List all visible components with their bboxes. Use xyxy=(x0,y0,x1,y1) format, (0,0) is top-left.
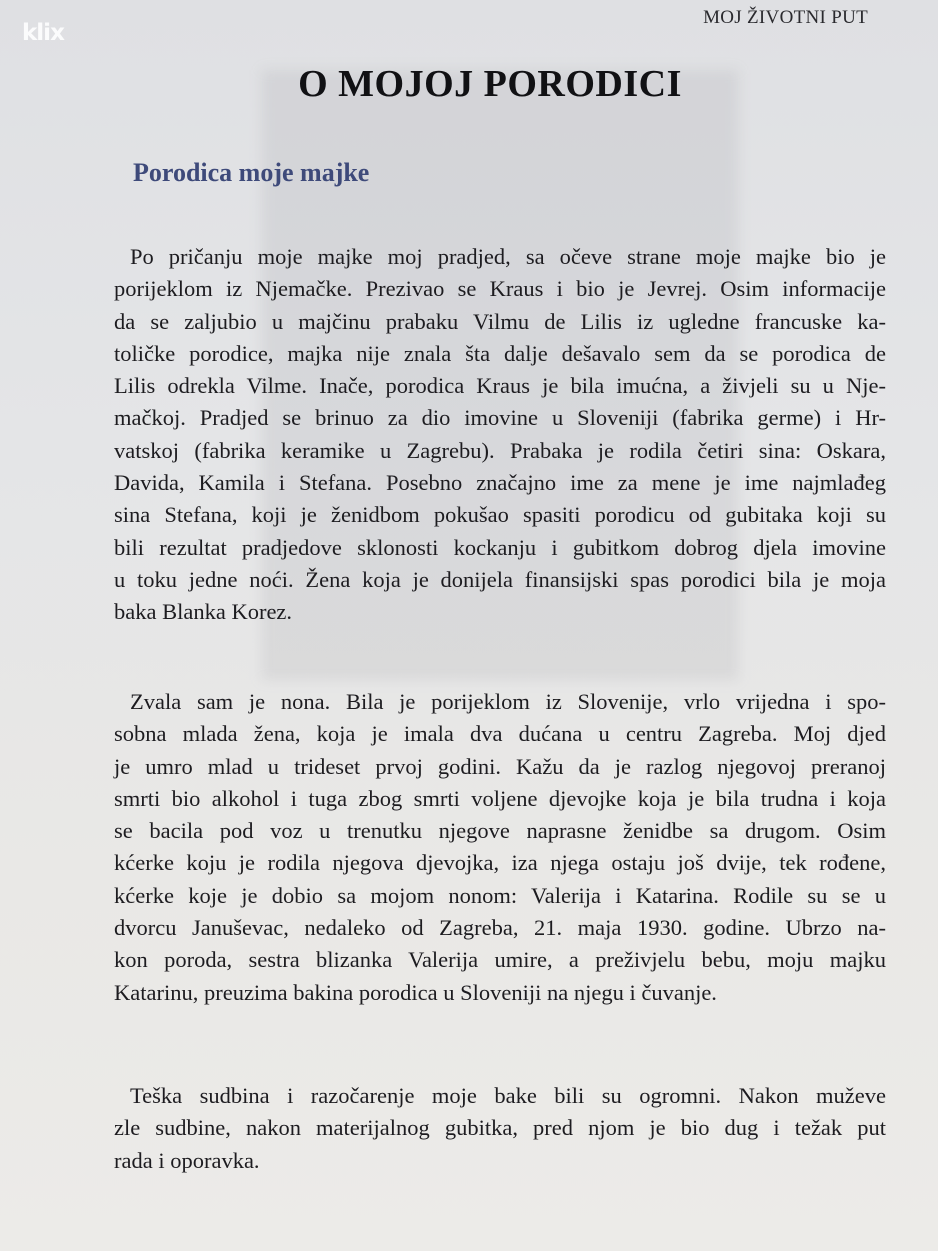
paragraph-3 xyxy=(114,1080,886,1177)
paragraph-2 xyxy=(114,686,886,1009)
text-line: smrti bio alkohol i tuga zbog smrti voljene djevojke koja je bila trudna i koja xyxy=(114,785,886,811)
text-line: sobna mlada žena, koja je imala dva dućana u centru Zagreba. Moj djed xyxy=(114,721,886,747)
chapter-title: O MOJOJ PORODICI xyxy=(298,63,682,105)
text-line: mačkoj. Pradjed se brinuo za dio imovine u Sloveniji (fabrika germe) i Hr- xyxy=(114,405,886,431)
text-line: Teška sudbina i razočarenje moje bake bili su ogromni. Nakon muževe xyxy=(130,1083,886,1108)
text-line: Lilis odrekla Vilme. Inače, porodica Kraus je bila imućna, a živjeli su u Nje- xyxy=(114,373,886,399)
paragraph-1 xyxy=(114,241,886,629)
text-line: toličke porodice, majka nije znala šta dalje dešavalo sem da se porodica de xyxy=(114,340,886,366)
text-line: Katarinu, preuzima bakina porodica u Sloveniji na njegu i čuvanje. xyxy=(114,979,717,1005)
running-head: MOJ ŽIVOTNI PUT xyxy=(703,7,868,28)
text-line: kćerke koje je dobio sa mojom nonom: Valerija i Katarina. Rodile su se u xyxy=(114,882,886,908)
text-line: da se zaljubio u majčinu prabaku Vilmu de Lilis iz ugledne francuske ka- xyxy=(114,308,886,334)
text-line: dvorcu Januševac, nedaleko od Zagreba, 21. maja 1930. godine. Ubrzo na- xyxy=(114,915,886,941)
text-line: porijeklom iz Njemačke. Prezivao se Kraus i bio je Jevrej. Osim informacije xyxy=(114,276,886,302)
text-line: kon poroda, sestra blizanka Valerija umire, a preživjelu bebu, moju majku xyxy=(114,947,886,973)
text-line: bili rezultat pradjedove sklonosti kockanju i gubitkom dobrog djela imovine xyxy=(114,534,886,560)
text-line: vatskoj (fabrika keramike u Zagrebu). Prabaka je rodila četiri sina: Oskara, xyxy=(114,437,886,463)
text-line: rada i oporavka. xyxy=(114,1147,260,1173)
text-line: je umro mlad u trideset prvoj godini. Kažu da je razlog njegovoj preranoj xyxy=(114,753,886,779)
text-line: zle sudbine, nakon materijalnog gubitka, pred njom je bio dug i težak put xyxy=(114,1115,886,1141)
watermark-logo: klix xyxy=(22,20,64,46)
section-title: Porodica moje majke xyxy=(133,158,370,187)
text-line: baka Blanka Korez. xyxy=(114,599,293,625)
text-line: Po pričanju moje majke moj pradjed, sa očeve strane moje majke bio je xyxy=(130,244,886,269)
text-line: sina Stefana, koji je ženidbom pokušao spasiti porodicu od gubitaka koji su xyxy=(114,502,886,528)
text-line: kćerke koju je rodila njegova djevojka, iza njega ostaju još dvije, tek rođene, xyxy=(114,850,886,876)
text-line: se bacila pod voz u trenutku njegove naprasne ženidbe sa drugom. Osim xyxy=(114,818,886,844)
text-line: Davida, Kamila i Stefana. Posebno značajno ime za mene je ime najmlađeg xyxy=(114,470,886,496)
text-line: u toku jedne noći. Žena koja je donijela finansijski spas porodici bila je moja xyxy=(114,566,886,592)
text-line: Zvala sam je nona. Bila je porijeklom iz Slovenije, vrlo vrijedna i spo- xyxy=(130,689,886,714)
